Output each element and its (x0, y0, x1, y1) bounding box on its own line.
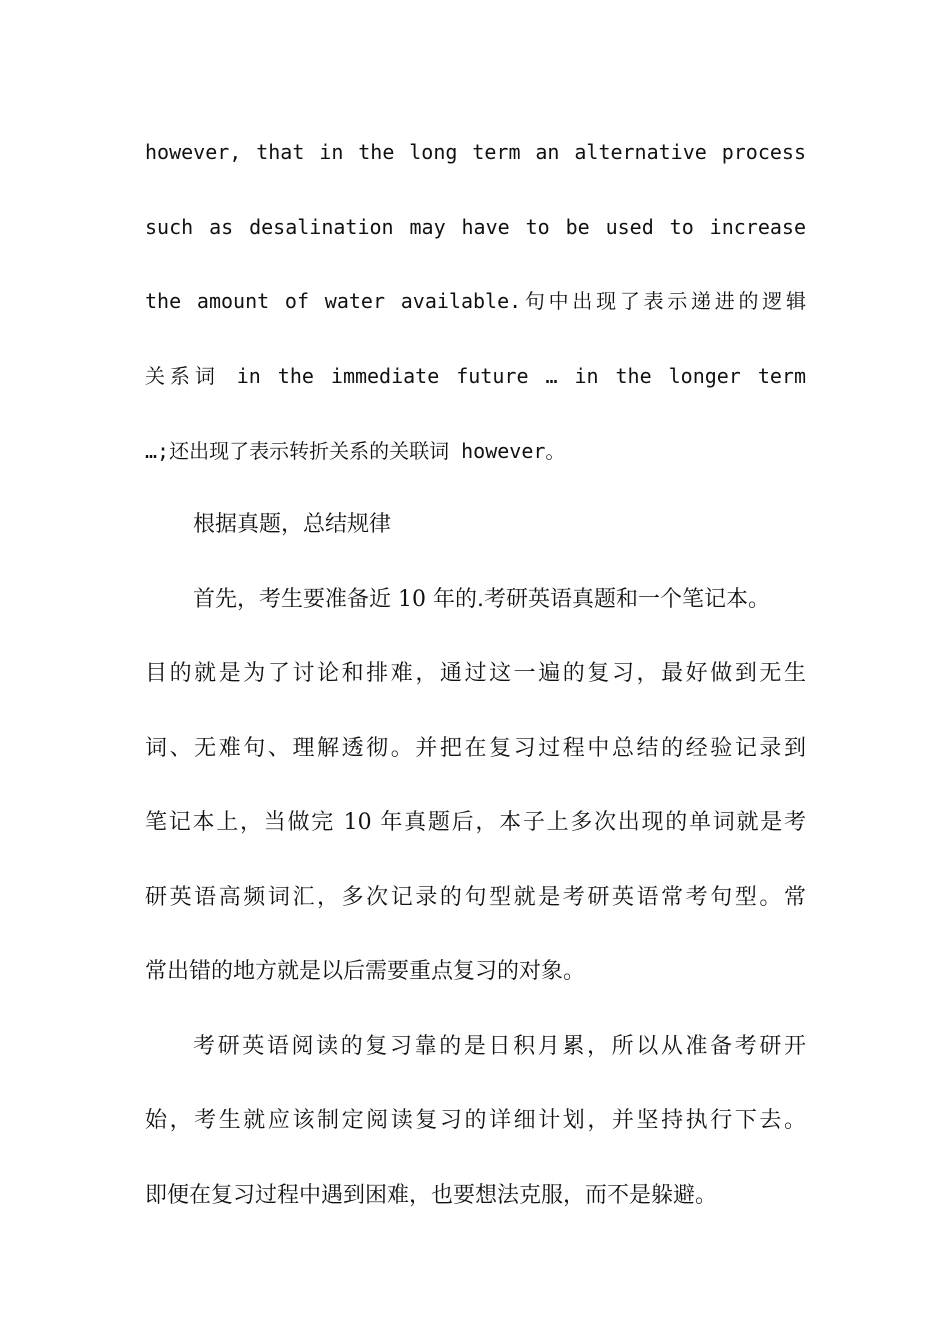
paragraph-1-line-3: 词、无难句、理解透彻。并把在复习过程中总结的经验记录到 (145, 736, 806, 761)
paragraph-1-line-6: 常出错的地方就是以后需要重点复习的对象。 (145, 959, 586, 984)
text-line-3: the amount of water available.句中出现了表示递进的逻辑 (145, 289, 806, 313)
paragraph-1-line-4: 笔记本上，当做完 10 年真题后，本子上多次出现的单词就是考 (145, 810, 806, 835)
text-line-1: however, that in the long term an alternative process (145, 140, 806, 164)
text-line-4: 关系词 in the immediate future … in the longer term (145, 364, 806, 388)
section-heading: 根据真题，总结规律 (193, 512, 392, 537)
paragraph-2-line-1: 考研英语阅读的复习靠的是日积月累，所以从准备考研开 (193, 1034, 806, 1059)
paragraph-1-line-5: 研英语高频词汇，多次记录的句型就是考研英语常考句型。常 (145, 885, 806, 910)
paragraph-2-line-2: 始，考生就应该制定阅读复习的详细计划，并坚持执行下去。 (145, 1108, 806, 1133)
paragraph-1-line-2: 目的就是为了讨论和排难，通过这一遍的复习，最好做到无生 (145, 661, 806, 686)
text-line-2: such as desalination may have to be used to increase (145, 215, 806, 239)
paragraph-2-line-3: 即便在复习过程中遇到困难，也要想法克服，而不是躲避。 (145, 1183, 718, 1208)
paragraph-1-line-1: 首先，考生要准备近 10 年的.考研英语真题和一个笔记本。 (193, 587, 770, 612)
text-line-5: …;还出现了表示转折关系的关联词 however。 (145, 439, 566, 463)
